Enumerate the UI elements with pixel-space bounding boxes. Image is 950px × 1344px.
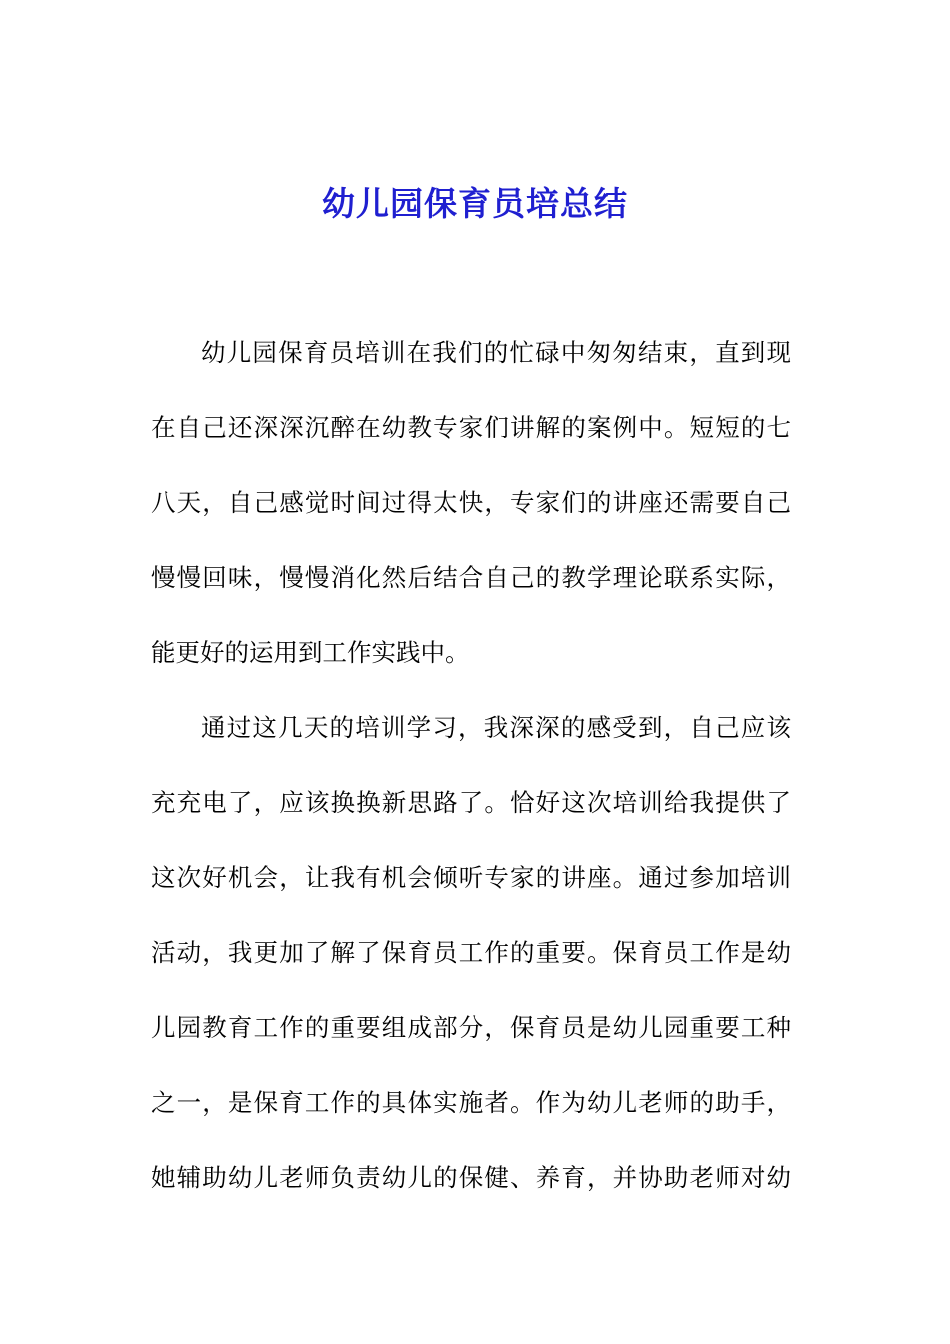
document-body bbox=[151, 327, 791, 1227]
paragraph-1 bbox=[151, 327, 791, 702]
paragraph-line: 之一，是保育工作的具体实施者。作为幼儿老师的助手， bbox=[151, 1088, 791, 1117]
paragraph-line: 在自己还深深沉醉在幼教专家们讲解的案例中。短短的七 bbox=[151, 413, 791, 442]
paragraph-line: 儿园教育工作的重要组成部分，保育员是幼儿园重要工种 bbox=[151, 1013, 791, 1042]
paragraph-line: 能更好的运用到工作实践中。 bbox=[151, 638, 470, 667]
paragraph-2 bbox=[151, 702, 791, 1227]
paragraph-line: 通过这几天的培训学习，我深深的感受到，自己应该 bbox=[201, 713, 791, 742]
paragraph-line: 活动，我更加了解了保育员工作的重要。保育员工作是幼 bbox=[151, 938, 791, 967]
paragraph-line: 她辅助幼儿老师负责幼儿的保健、养育，并协助老师对幼 bbox=[151, 1163, 791, 1192]
paragraph-line: 这次好机会，让我有机会倾听专家的讲座。通过参加培训 bbox=[151, 863, 791, 892]
paragraph-line: 充充电了，应该换换新思路了。恰好这次培训给我提供了 bbox=[151, 788, 791, 817]
paragraph-line: 慢慢回味，慢慢消化然后结合自己的教学理论联系实际， bbox=[151, 563, 791, 592]
paragraph-line: 幼儿园保育员培训在我们的忙碌中匆匆结束，直到现 bbox=[201, 338, 791, 367]
paragraph-line: 八天，自己感觉时间过得太快，专家们的讲座还需要自己 bbox=[151, 488, 791, 517]
document-title: 幼儿园保育员培总结 bbox=[322, 184, 628, 223]
